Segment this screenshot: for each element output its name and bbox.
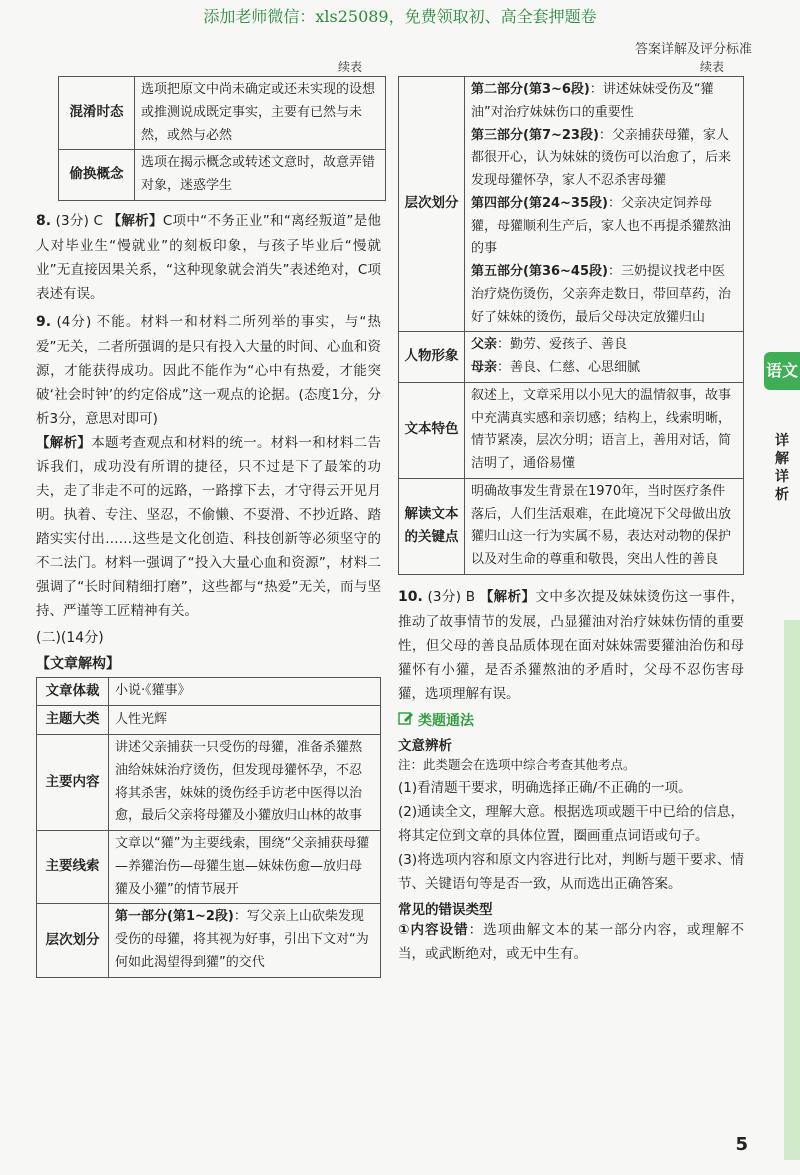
table-body-cell: 文章以“獾”为主要线索，围绕“父亲捕获母獾—养獾治伤—母獾生崽—妹妹伤愈—放归母獾及小獾”的情节展开 (109, 831, 381, 904)
question-number: 9. (36, 313, 52, 330)
section-heading: (二)(14分) (36, 629, 104, 646)
table-body-cell (109, 904, 381, 977)
question-10 (398, 585, 744, 706)
table-row (399, 478, 744, 574)
analysis-tag: 【解析】 (479, 588, 536, 605)
table-body-cell: 选项在揭示概念或转述文意时，故意弄错对象，迷惑学生 (135, 150, 386, 201)
table-head-cell: 文本特色 (399, 382, 465, 478)
table-head-cell: 人物形象 (399, 332, 465, 383)
table-body-cell: 明确故事发生背景在1970年，当时医疗条件落后，人们生活艰难，在此境况下父母做出放獾归山这一行为实属不易，表达对动物的保护以及对生命的尊重和敬畏，突出人性的善良 (465, 478, 744, 574)
table-body-cell (465, 77, 744, 332)
table-row (37, 735, 381, 831)
error-type-label: ①内容设错 (398, 922, 469, 939)
table-body-cell: 小说·《獾事》 (109, 677, 381, 706)
side-label: 详解详析 (775, 433, 789, 503)
part-label: 第四部分(第24~35段) (471, 195, 608, 211)
structure-table (36, 677, 381, 978)
part-text: ：写父亲上山砍柴发现受伤的母獾，将其视为好事，引出下文对“为何如此渴望得到獾”的交代 (115, 909, 369, 970)
continued-label-left: 续表 (338, 60, 363, 74)
table-row (399, 382, 744, 478)
part-text: ：三奶提议找老中医治疗烧伤烫伤，父亲奔走数日，带回草药，治好了妹妹的烫伤，最后父母决定放獾归山 (471, 264, 732, 325)
table-body-cell: 讲述父亲捕获一只受伤的母獾，准备杀獾熬油给妹妹治疗烫伤，但发现母獾怀孕，不忍将其杀害，妹妹的烫伤经手访老中医得以治愈，最后父亲将母獾及小獾放归山林的故事 (109, 735, 381, 831)
table-head-cell: 主要内容 (37, 735, 109, 831)
table-head-cell: 层次划分 (399, 77, 465, 332)
table-head-cell: 层次划分 (37, 904, 109, 977)
part-label: 第五部分(第36~45段) (471, 264, 608, 279)
question-8 (36, 209, 381, 306)
method-note: 注：此类题会在选项中综合考查其他考点。 (398, 756, 636, 772)
error-type-item (398, 918, 744, 966)
error-type-table (58, 76, 386, 201)
part-text: ：讲述妹妹受伤及“獾油”对治疗妹妹伤口的重要性 (471, 82, 714, 120)
table-row (59, 77, 386, 150)
part-text: ：善良、仁慈、心思细腻 (497, 360, 641, 375)
question-9-analysis (36, 431, 381, 623)
continued-label-right: 续表 (700, 60, 725, 74)
analysis-text: 本题考查观点和材料的统一。材料一和材料二告诉我们，成功没有所谓的捷径，只不过是下了最笨的功夫，走了非走不可的远路，一路撑下去，才守得云开见月明。执着、专注、坚忍，不偷懒、不耍滑、不抄近路、踏踏实实付出……这些是文化创造、科技创新等必须坚守的不二法门。材料一强调了“投入大量心血和资源”，材料二强调了“长时间精细打磨”，这些都与“热爱”无关，而与坚持、严谨等工匠精神有关。 (36, 434, 381, 619)
header-title: 答案详解及评分标准 (634, 42, 752, 57)
question-text: C项中“不务正业”和“离经叛道”是他人对毕业生“慢就业”的刻板印象，与孩子毕业后“慢就业”无直接因果关系，“这种现象就会消失”表述绝对，C项表述有误。 (36, 212, 382, 302)
table-row (37, 831, 381, 904)
table-head-cell: 文章体裁 (37, 677, 109, 706)
structure-table-continued (398, 76, 744, 575)
table-row (37, 706, 381, 735)
part-label: 母亲 (471, 360, 498, 375)
table-row (399, 332, 744, 383)
question-answer: (4分) 不能。材料一和材料二所列举的事实，与“热爱”无关，二者所强调的是只有投入大量的时间、心血和资源，才能获得成功。因此不能作为“心中有热爱，才能突破‘社会时钟’的约定俗成”这一观点的论据。(态度1分，分析3分，意思对即可) (36, 313, 381, 427)
structure-heading: 【文章解构】 (36, 655, 120, 672)
question-number: 10. (398, 588, 423, 605)
part-text: ：父亲决定饲养母獾，母獾顺利生产后，家人也不再提杀獾熬油的事 (471, 195, 732, 257)
part-label: 第三部分(第7~23段) (471, 127, 599, 143)
question-score: (3分) B (427, 588, 476, 605)
page-number: 5 (735, 1134, 748, 1155)
question-score: (3分) C (55, 212, 103, 229)
table-body-cell: 选项把原文中尚未确定或还未实现的设想或推测说成既定事实，主要有已然与未然，或然与必然 (135, 77, 386, 150)
table-row (37, 904, 381, 977)
error-type-text: ：选项曲解文本的某一部分内容，或理解不当，或武断绝对，或无中生有。 (398, 922, 745, 963)
part-label: 第二部分(第3~6段) (471, 82, 590, 97)
table-row (399, 77, 744, 332)
table-row (37, 677, 381, 706)
error-types-title: 常见的错误类型 (398, 902, 493, 919)
method-tip (398, 710, 744, 730)
table-body-cell: 人性光辉 (109, 706, 381, 735)
table-row (59, 150, 386, 201)
analysis-tag: 【解析】 (107, 212, 163, 229)
tip-label: 类题通法 (418, 712, 474, 729)
pencil-icon (398, 710, 414, 730)
question-text: 文中多次提及妹妹烫伤这一事件，推动了故事情节的发展，凸显獾油对治疗妹妹伤情的重要性，但父母的善良品质体现在面对妹妹需要獾油治伤和母獾怀有小獾，是否杀獾熬油的矛盾时，父母不忍伤害母獾，选项理解有误。 (398, 588, 745, 702)
method-title: 文意辨析 (398, 737, 452, 754)
promo-banner: 添加老师微信：xls25089，免费领取初、高全套押题卷 (203, 7, 597, 26)
part-text: ：勤劳、爱孩子、善良 (497, 337, 628, 353)
question-number: 8. (36, 212, 52, 229)
part-label: 父亲 (471, 337, 498, 353)
part-text: ：父亲捕获母獾，家人都很开心，认为妹妹的烫伤可以治愈了，后来发现母獾怀孕，家人不忍杀害母獾 (471, 127, 732, 188)
analysis-tag: 【解析】 (36, 434, 92, 451)
table-head-cell: 主要线索 (37, 831, 109, 904)
table-head-cell: 主题大类 (37, 706, 109, 735)
table-body-cell: 叙述上，文章采用以小见大的温情叙事，故事中充满真实感和亲切感；结构上，线索明晰，情节紧凑，层次分明；语言上，善用对话，简洁明了，通俗易懂 (465, 382, 744, 478)
method-step: (3)将选项内容和原文内容进行比对，判断与题干要求、情节、关键语句等是否一致，从而选出正确答案。 (398, 852, 744, 893)
method-step: (2)通读全文，理解大意。根据选项或题干中已给的信息，将其定位到文章的具体位置，圈画重点词语或句子。 (398, 803, 744, 844)
left-column (36, 76, 381, 978)
question-9 (36, 310, 381, 431)
table-head-cell: 偷换概念 (59, 150, 135, 201)
table-head-cell: 解读文本的关键点 (399, 478, 465, 574)
method-step: (1)看清题干要求，明确选择正确/不正确的一项。 (398, 779, 692, 796)
table-body-cell (465, 332, 744, 383)
table-head-cell: 混淆时态 (59, 77, 135, 150)
part-label: 第一部分(第1~2段) (115, 909, 234, 925)
side-decoration (784, 620, 800, 1160)
right-column (398, 76, 744, 966)
subject-tab: 语文 (764, 352, 800, 390)
